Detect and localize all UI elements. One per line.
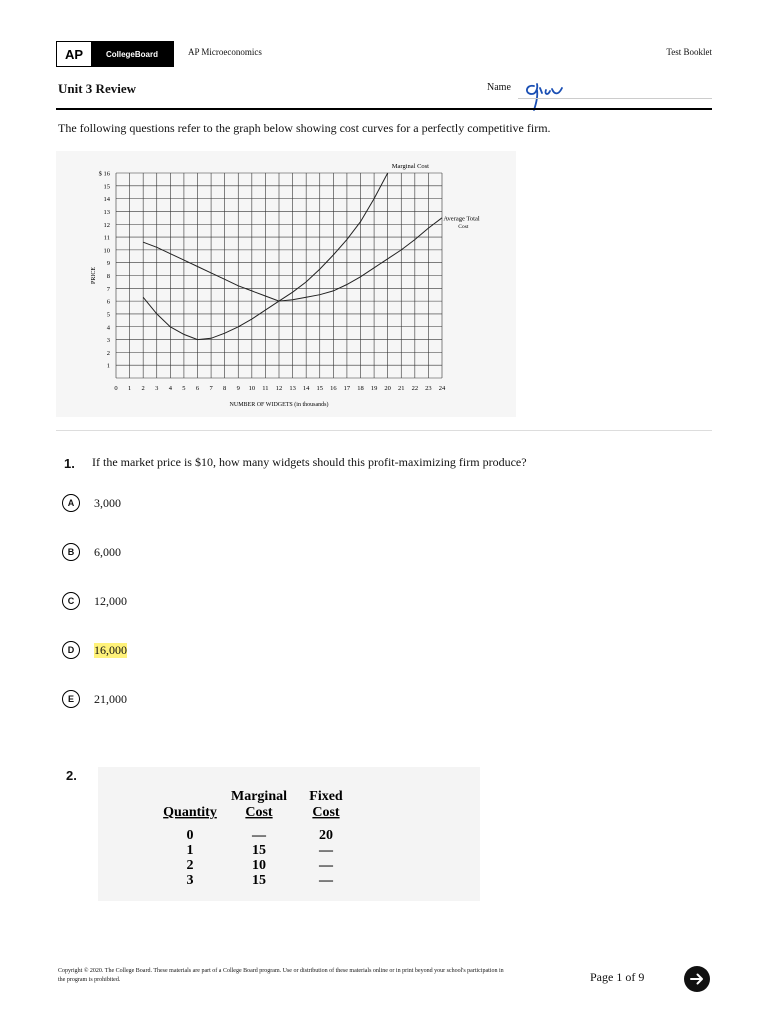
x-tick-label: 22 [411,385,419,392]
section-divider [56,430,712,431]
table-cell: — [319,858,333,873]
y-tick-label: 8 [106,273,110,280]
header-quantity: Quantity [163,805,217,820]
question-1-text: If the market price is $10, how many widgets should this profit-maximizing firm produce? [92,455,527,469]
header-marginal: Marginal [231,789,287,804]
x-tick-label: 19 [370,385,378,392]
y-tick-label: 9 [106,260,110,268]
option-d-bubble[interactable]: D [62,641,80,659]
table-cell: — [319,843,333,858]
table-cell: 20 [319,828,333,843]
booklet-label: Test Booklet [666,47,712,57]
ap-logo-text: AP [57,42,91,66]
y-tick-label: $ 16 [98,170,110,178]
option-c-text: 12,000 [94,593,127,608]
name-line [518,98,712,99]
option-d[interactable] [62,641,127,659]
x-tick-label: 17 [343,385,351,392]
x-tick-label: 10 [248,385,256,392]
option-d-text-highlighted: 16,000 [94,642,127,657]
cost-curves-graph [56,151,516,417]
option-c-bubble[interactable]: C [62,592,80,610]
x-tick-label: 0 [114,385,118,392]
y-tick-label: 6 [106,298,110,306]
y-tick-label: 1 [106,362,110,370]
x-axis-label: NUMBER OF WIDGETS (in thousands) [229,402,329,408]
cost-curves-chart [56,151,516,417]
atc-label-line1: Average Total [443,215,480,223]
cost-table [98,767,480,901]
x-tick-label: 6 [195,385,200,392]
x-tick-label: 20 [384,385,391,392]
ap-collegeboard-logo [56,41,174,67]
name-label: Name [487,82,511,93]
intro-text: The following questions refer to the graph below showing cost curves for a perfectly competitive firm. [58,121,551,135]
y-tick-label: 13 [103,208,110,216]
x-tick-label: 5 [182,385,186,392]
x-tick-label: 11 [262,385,269,392]
option-b-text: 6,000 [94,544,121,559]
x-tick-label: 9 [236,385,240,392]
table-cell: — [319,873,333,888]
arrow-right-icon [689,971,705,987]
atc-label-line2: Cost [458,224,469,231]
table-cell: 15 [252,843,266,858]
y-tick-label: 7 [106,285,110,293]
option-e-text: 21,000 [94,691,127,706]
option-a-bubble[interactable]: A [62,494,80,512]
header-fixed: Fixed [309,789,343,804]
question-2-number: 2. [66,768,77,783]
x-tick-label: 3 [155,385,159,392]
x-tick-label: 13 [289,385,296,392]
option-a-text: 3,000 [94,495,121,510]
y-tick-label: 15 [103,183,110,191]
table-cell: 1 [186,843,194,858]
header-divider [56,108,712,110]
option-b[interactable] [62,543,121,561]
table-cell: 3 [186,873,194,888]
y-tick-label: 5 [106,311,110,319]
page-title: Unit 3 Review [58,81,136,96]
table-cell: 0 [186,828,194,843]
y-tick-label: 14 [103,196,110,204]
question-1-number: 1. [64,456,75,471]
option-c[interactable] [62,592,127,610]
header-marginal-cost: Cost [245,805,273,820]
marginal-cost-label: Marginal Cost [391,162,430,170]
table-cell: — [252,828,266,843]
y-tick-label: 10 [103,247,110,255]
x-tick-label: 12 [275,385,283,392]
table-cell: 2 [186,858,194,873]
y-tick-label: 11 [103,234,110,242]
next-page-button[interactable] [684,966,710,992]
x-tick-label: 23 [425,385,432,392]
y-axis-label: PRICE [91,266,97,285]
y-tick-label: 2 [106,349,110,357]
x-tick-label: 8 [223,385,227,392]
x-tick-label: 24 [438,385,446,392]
x-tick-label: 21 [398,385,405,392]
x-tick-label: 1 [127,385,132,392]
x-tick-label: 14 [302,385,310,392]
option-a[interactable] [62,494,121,512]
option-b-bubble[interactable]: B [62,543,80,561]
page-indicator: Page 1 of 9 [590,970,645,984]
y-tick-label: 4 [106,324,110,332]
table-cell: 15 [252,873,266,888]
course-name: AP Microeconomics [188,47,262,57]
table-cell: 10 [252,858,266,873]
x-tick-label: 2 [141,385,145,392]
y-tick-label: 3 [106,337,110,345]
copyright-note: Copyright © 2020. The College Board. These materials are part of a College Board program. Use or distribution of these materials online or in print beyond your school's participation in the program is prohibited. [58,968,504,983]
option-e[interactable] [62,690,127,708]
cost-table-svg [98,767,480,901]
header-fixed-cost: Cost [312,805,340,820]
x-tick-label: 16 [330,385,337,392]
x-tick-label: 18 [357,385,364,392]
collegeboard-logo-text: CollegeBoard [91,42,173,66]
option-e-bubble[interactable]: E [62,690,80,708]
handwritten-name-signature [522,76,568,116]
table-rows [187,828,335,888]
y-tick-label: 12 [103,221,110,229]
x-tick-label: 4 [168,385,172,392]
x-tick-label: 7 [209,385,213,392]
x-tick-label: 15 [316,385,323,392]
